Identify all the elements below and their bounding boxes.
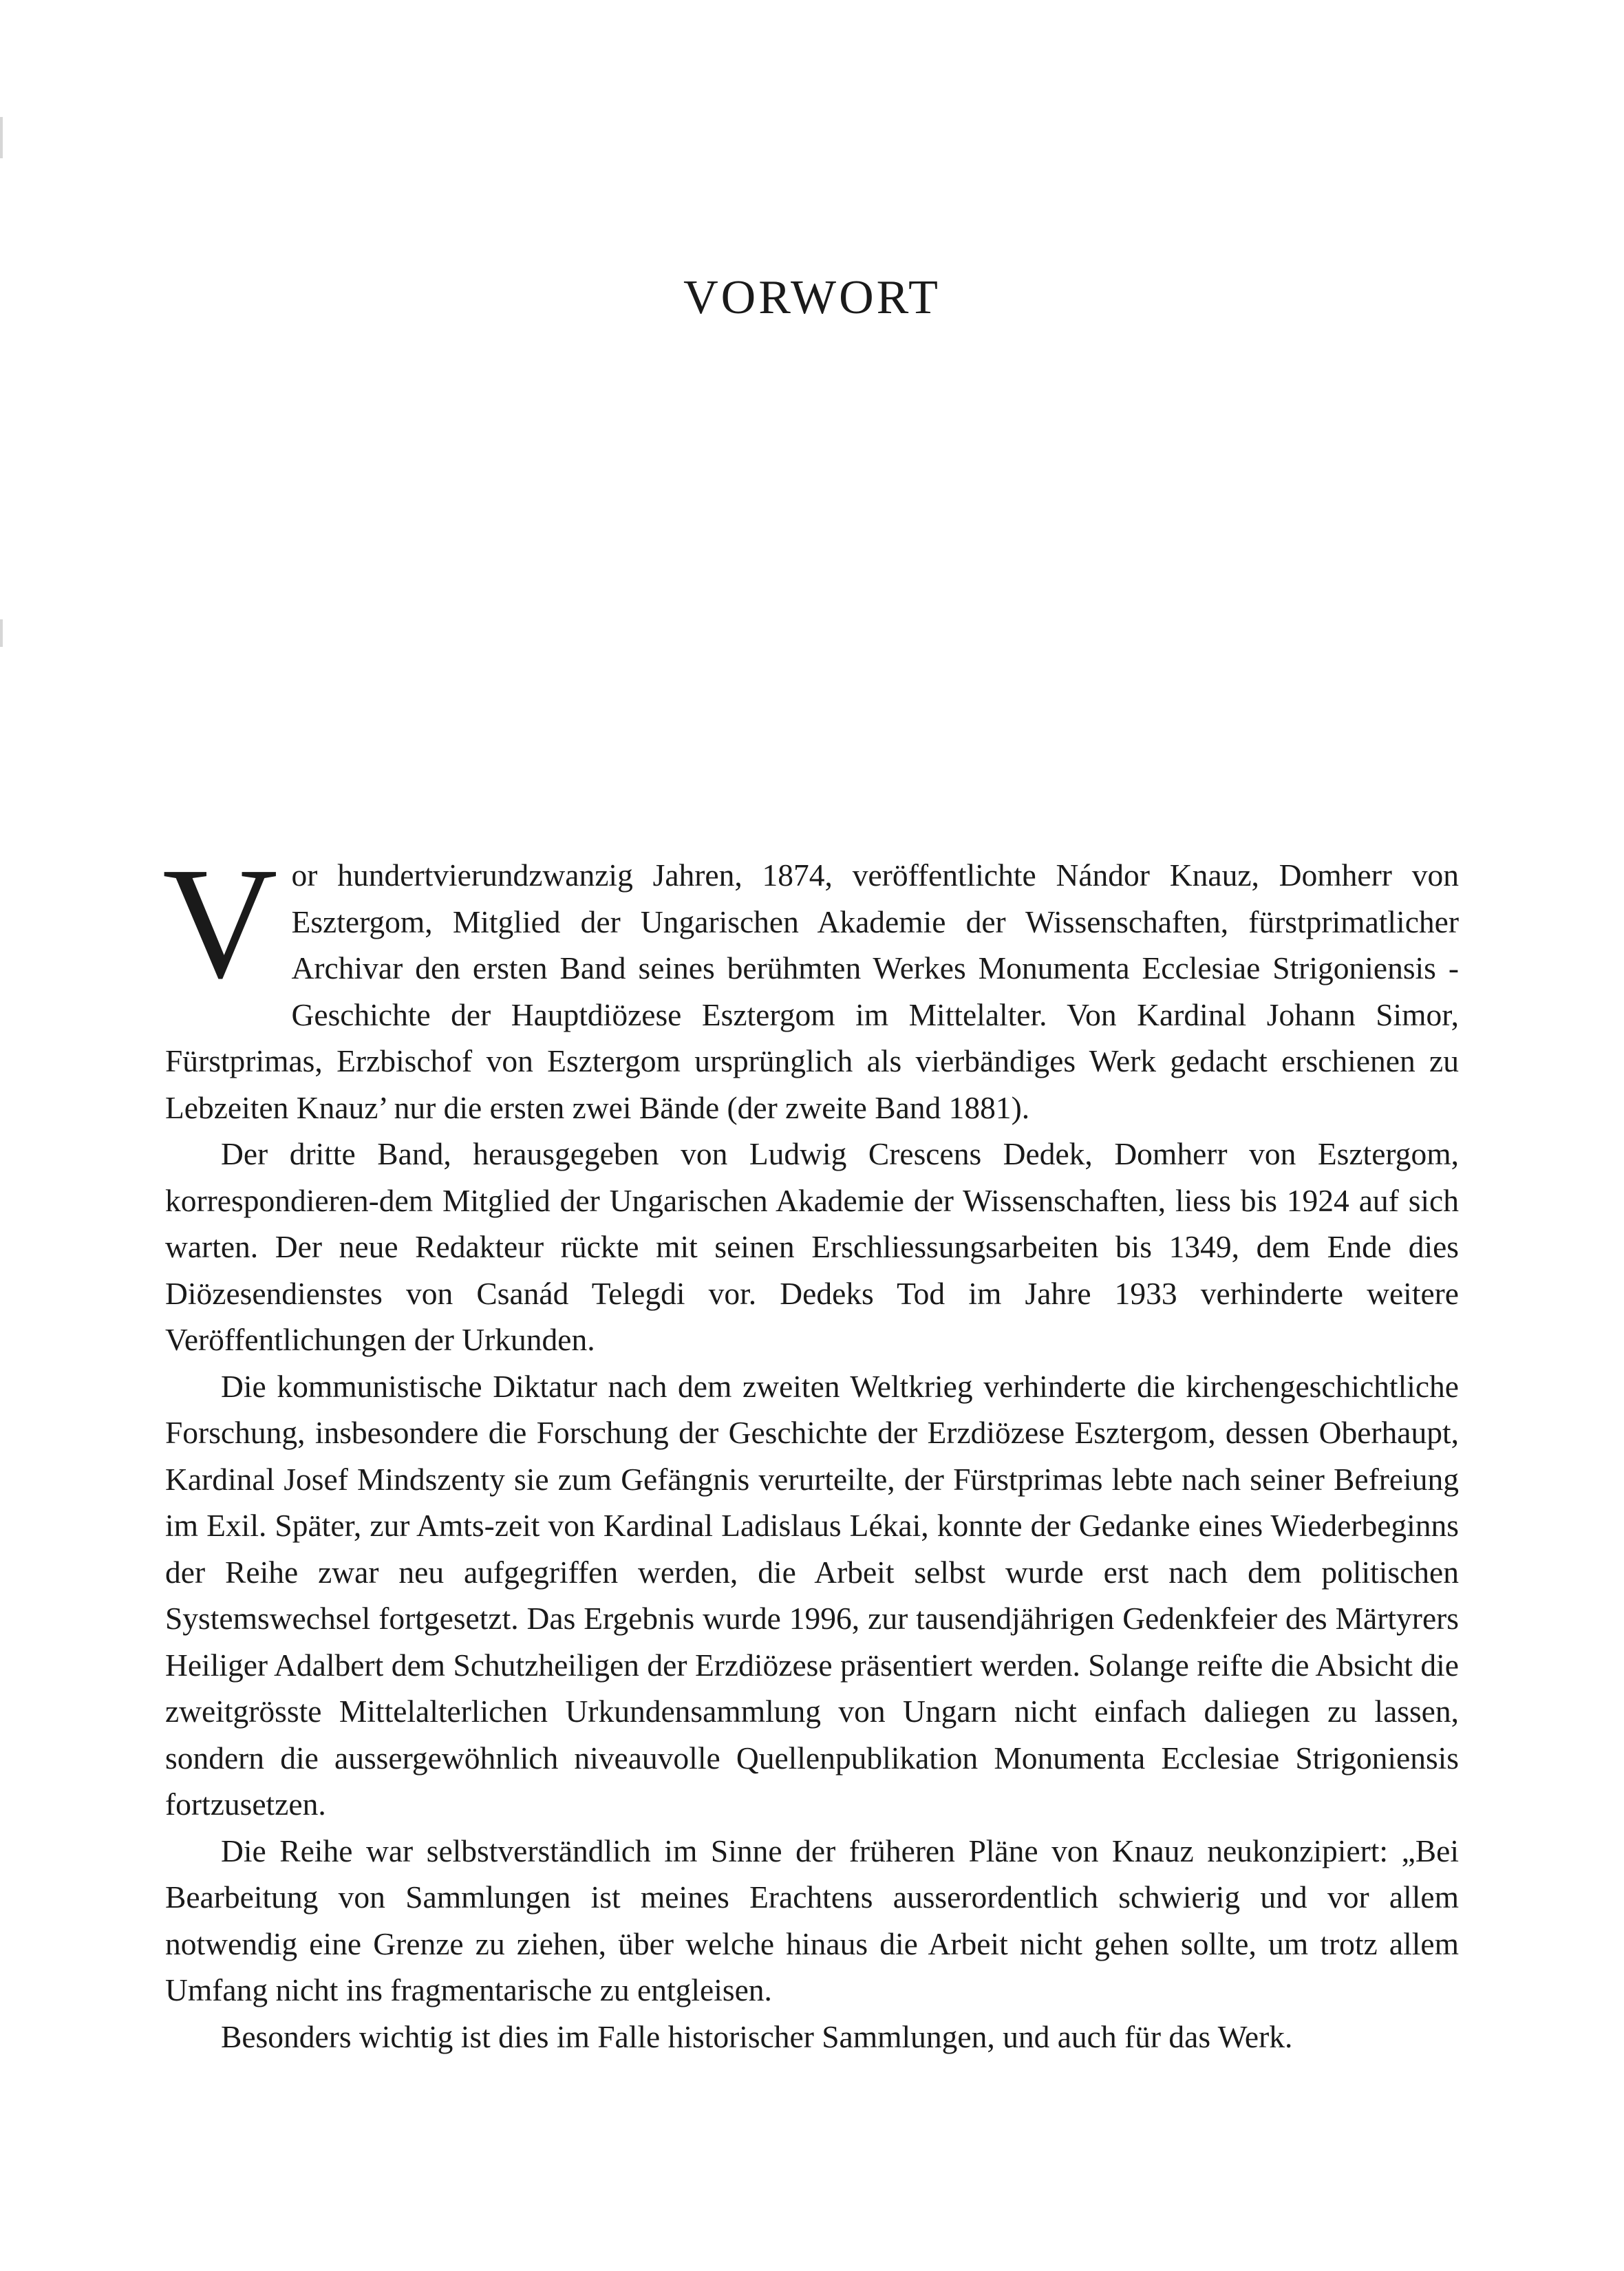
paragraph-text: or hundertvierundzwanzig Jahren, 1874, veröffentlichte Nándor Knauz, Domherr von Esztergom, Mitglied der Ungarischen Akademie der Wissenschaften, fürstprimatlicher Archivar den ersten Band seines berühmten Werkes Monumenta Ecclesiae Strigoniensis - Geschichte der Hauptdiözese Esztergom im Mittelalter. Von Kardinal Johann Simor, Fürstprimas, Erzbischof von Esztergom ursprünglich als vierbändiges Werk gedacht erschienen zu Lebzeiten Knauz’ nur die ersten zwei Bände (der zweite Band 1881). bbox=[165, 857, 1459, 1125]
paragraph: Die kommunistische Diktatur nach dem zweiten Weltkrieg verhinderte die kirchengeschichtliche Forschung, insbesondere die Forschung der Geschichte der Erzdiözese Esztergom, dessen Oberhaupt, Kardinal Josef Mindszenty sie zum Gefängnis verurteilte, der Fürstprimas lebte nach seiner Befreiung im Exil. Später, zur Amts-zeit von Kardinal Ladislaus Lékai, konnte der Gedanke eines Wiederbeginns der Reihe zwar neu aufgegriffen werden, die Arbeit selbst wurde erst nach dem politischen Systemswechsel fortgesetzt. Das Ergebnis wurde 1996, zur tausendjährigen Gedenkfeier des Märtyrers Heiliger Adalbert dem Schutzheiligen der Erzdiözese präsentiert werden. Solange reifte die Absicht die zweitgrösste Mittelalterlichen Urkundensammlung von Ungarn nicht einfach daliegen zu lassen, sondern die aussergewöhnlich niveauvolle Quellenpublikation Monumenta Ecclesiae Strigoniensis fortzusetzen. bbox=[165, 1368, 1459, 1822]
paragraph: Besonders wichtig ist dies im Falle historischer Sammlungen, und auch für das Werk. bbox=[221, 2018, 1293, 2054]
paragraph: Die Reihe war selbstverständlich im Sinne der früheren Pläne von Knauz neukonzipiert: „Bei Bearbeitung von Sammlungen ist meines Erachtens ausserordentlich schwierig und vor allem notwendig eine Grenze zu ziehen, über welche hinaus die Arbeit nicht gehen sollte, um trotz allem Umfang nicht ins fragmentarische zu entgleisen. bbox=[165, 1833, 1459, 2007]
scan-edge-mark bbox=[0, 117, 3, 158]
drop-cap: V bbox=[162, 835, 278, 1012]
paragraph: Der dritte Band, herausgegeben von Ludwig Crescens Dedek, Domherr von Esztergom, korrespondieren-dem Mitglied der Ungarischen Akademie der Wissenschaften, liess bis 1924 auf sich warten. Der neue Redakteur rückte mit seinen Erschliessungsarbeiten bis 1349, dem Ende dies Diözesendienstes von Csanád Telegdi vor. Dedeks Tod im Jahre 1933 verhinderte weitere Veröffentlichungen der Urkunden. bbox=[165, 1136, 1459, 1357]
page-title: VORWORT bbox=[683, 271, 941, 324]
body-text bbox=[162, 835, 1459, 2060]
scan-edge-mark bbox=[0, 619, 3, 647]
paragraph bbox=[162, 835, 1459, 1131]
